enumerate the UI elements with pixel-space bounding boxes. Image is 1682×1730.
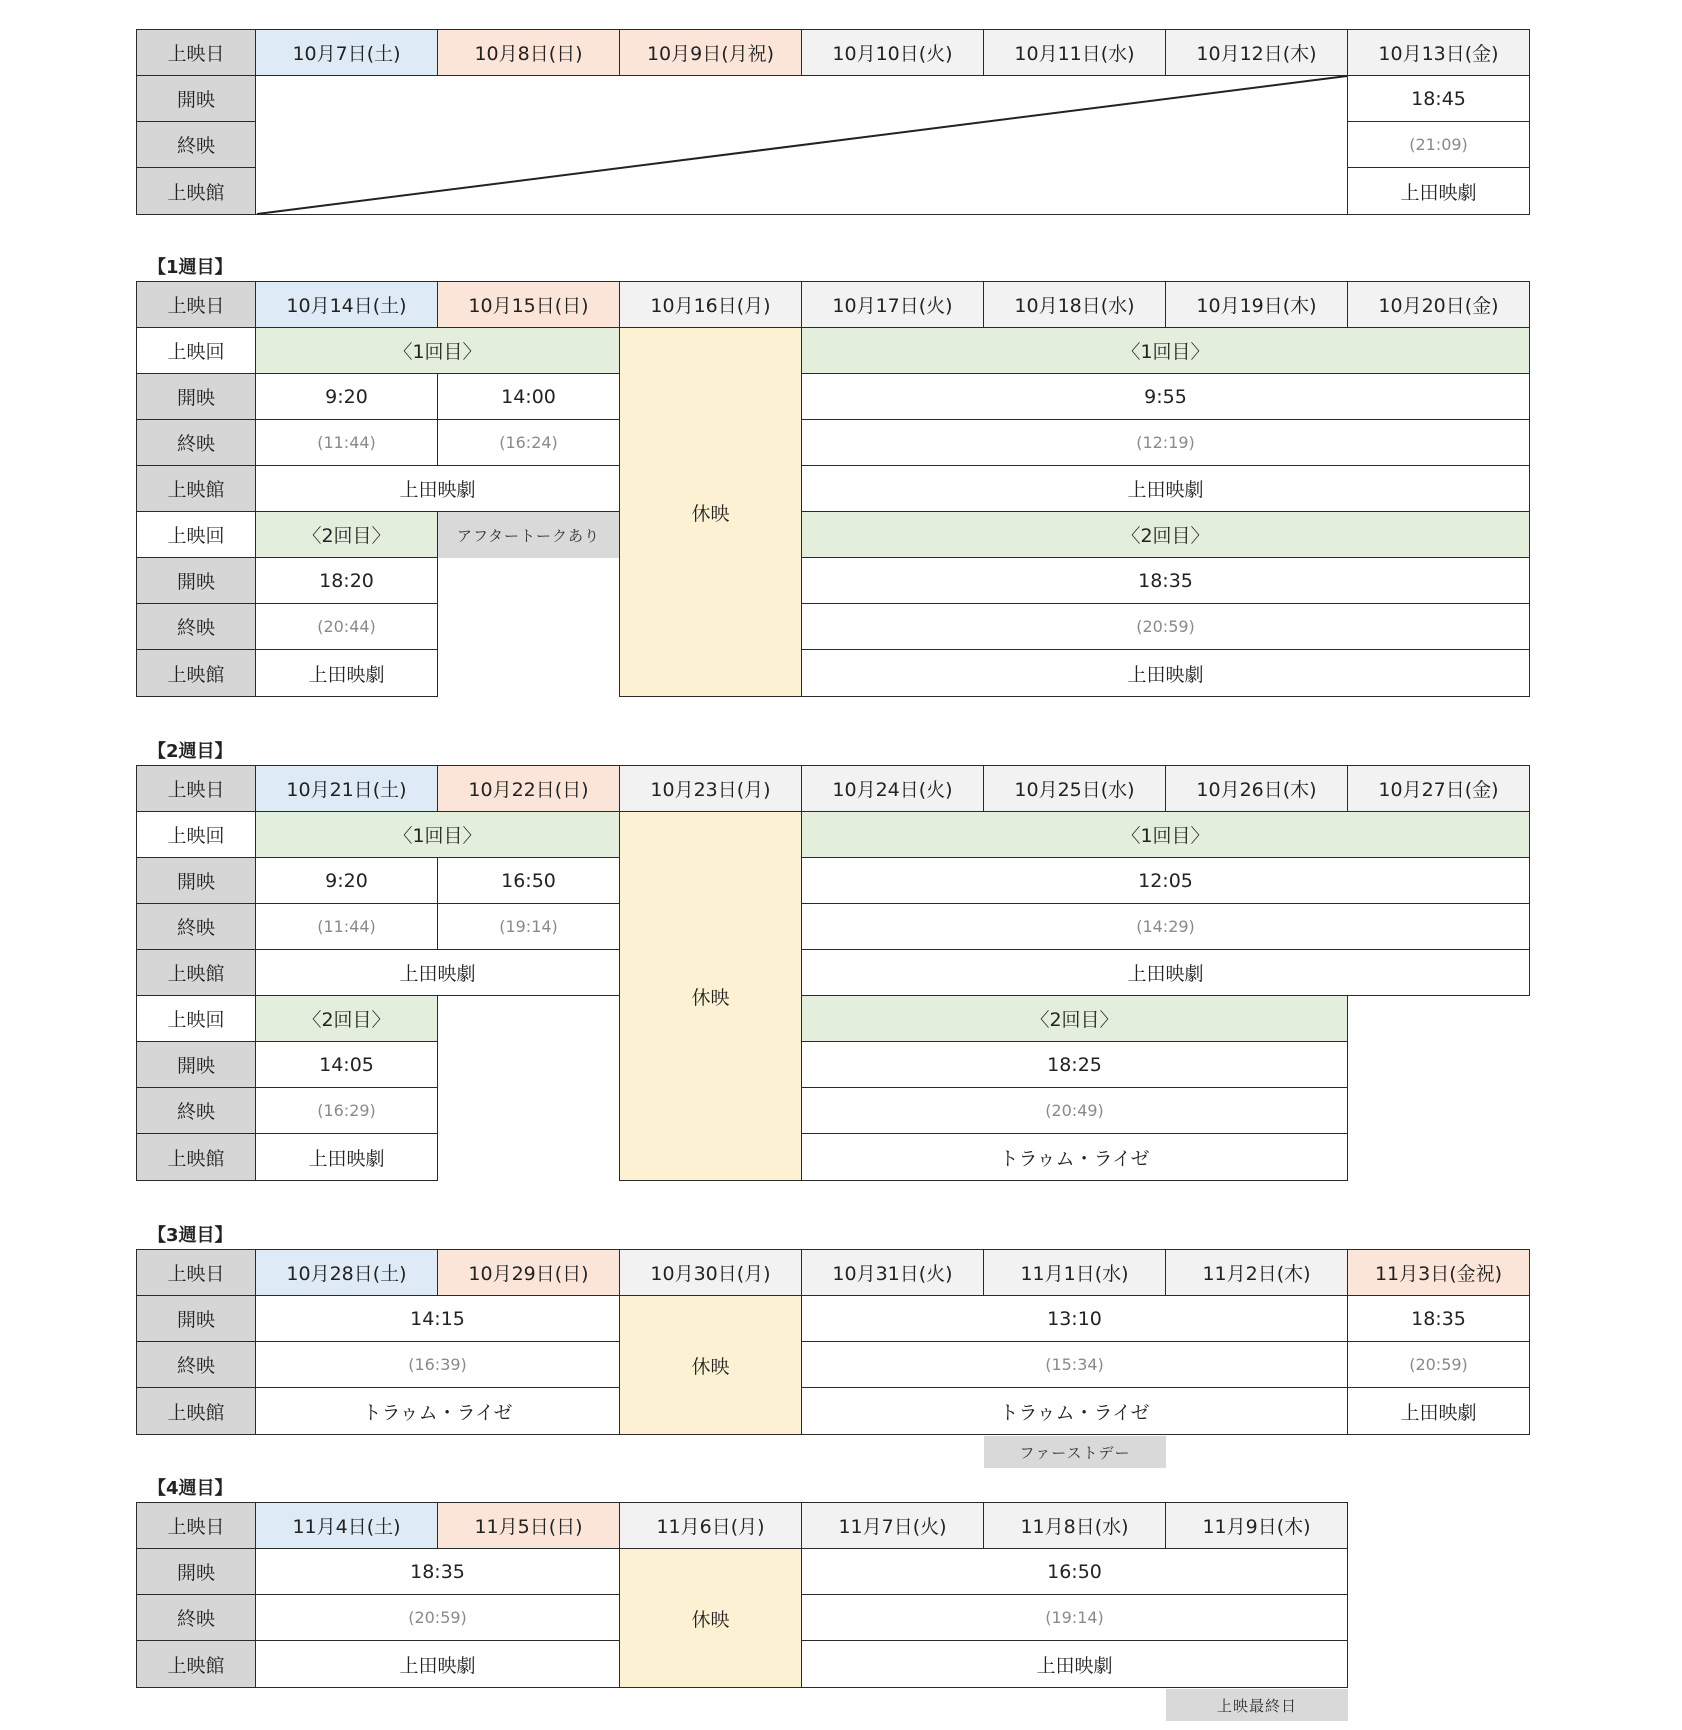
end-time: (20:59) bbox=[801, 603, 1530, 650]
start-time: 9:20 bbox=[255, 857, 438, 904]
start-time: 18:35 bbox=[1347, 1295, 1530, 1342]
show-number: 〈1回目〉 bbox=[255, 327, 620, 374]
date-cell: 10月16日(月) bbox=[619, 281, 802, 328]
date-cell: 10月9日(月祝) bbox=[619, 29, 802, 76]
date-cell: 10月11日(水) bbox=[983, 29, 1166, 76]
end-time: (11:44) bbox=[255, 419, 438, 466]
label-start: 開映 bbox=[136, 373, 256, 420]
date-cell: 10月12日(木) bbox=[1165, 29, 1348, 76]
label-start: 開映 bbox=[136, 1548, 256, 1595]
diagonal-slash bbox=[255, 75, 1348, 215]
label-end: 終映 bbox=[136, 1341, 256, 1388]
end-time: (11:44) bbox=[255, 903, 438, 950]
label-venue: 上映館 bbox=[136, 1133, 256, 1181]
end-time: (20:44) bbox=[255, 603, 438, 650]
date-cell: 10月27日(金) bbox=[1347, 765, 1530, 812]
label-date: 上映日 bbox=[136, 281, 256, 328]
end-time: (21:09) bbox=[1347, 121, 1530, 168]
label-end: 終映 bbox=[136, 121, 256, 168]
date-cell: 10月13日(金) bbox=[1347, 29, 1530, 76]
date-cell: 10月10日(火) bbox=[801, 29, 984, 76]
date-cell: 10月24日(火) bbox=[801, 765, 984, 812]
start-time: 9:20 bbox=[255, 373, 438, 420]
closed-cell: 休映 bbox=[619, 1548, 802, 1688]
venue: 上田映劇 bbox=[255, 1640, 620, 1688]
start-time: 14:00 bbox=[437, 373, 620, 420]
end-time: (19:14) bbox=[801, 1594, 1348, 1641]
start-time: 18:35 bbox=[255, 1548, 620, 1595]
label-show: 上映回 bbox=[136, 811, 256, 858]
label-venue: 上映館 bbox=[136, 949, 256, 996]
label-show: 上映回 bbox=[136, 995, 256, 1042]
label-start: 開映 bbox=[136, 1295, 256, 1342]
week3-title: 【3週目】 bbox=[148, 1225, 233, 1246]
label-end: 終映 bbox=[136, 603, 256, 650]
end-time: (19:14) bbox=[437, 903, 620, 950]
show-number: 〈1回目〉 bbox=[255, 811, 620, 858]
start-time: 16:50 bbox=[437, 857, 620, 904]
start-time: 13:10 bbox=[801, 1295, 1348, 1342]
date-cell: 10月21日(土) bbox=[255, 765, 438, 812]
date-cell: 10月23日(月) bbox=[619, 765, 802, 812]
date-cell: 10月17日(火) bbox=[801, 281, 984, 328]
venue: トラゥム・ライゼ bbox=[801, 1387, 1348, 1435]
label-date: 上映日 bbox=[136, 29, 256, 76]
start-time: 14:05 bbox=[255, 1041, 438, 1088]
date-cell: 10月28日(土) bbox=[255, 1249, 438, 1296]
venue: 上田映劇 bbox=[801, 1640, 1348, 1688]
date-cell: 10月31日(火) bbox=[801, 1249, 984, 1296]
start-time: 16:50 bbox=[801, 1548, 1348, 1595]
label-start: 開映 bbox=[136, 857, 256, 904]
show-number: 〈2回目〉 bbox=[255, 511, 438, 558]
after-talk-note: アフタートークあり bbox=[438, 512, 619, 558]
end-time: (14:29) bbox=[801, 903, 1530, 950]
venue: 上田映劇 bbox=[801, 465, 1530, 512]
date-cell: 10月26日(木) bbox=[1165, 765, 1348, 812]
date-cell: 10月25日(水) bbox=[983, 765, 1166, 812]
date-cell: 10月18日(水) bbox=[983, 281, 1166, 328]
label-venue: 上映館 bbox=[136, 649, 256, 697]
week4-title: 【4週目】 bbox=[148, 1478, 233, 1499]
show-number: 〈2回目〉 bbox=[801, 511, 1530, 558]
end-time: (20:49) bbox=[801, 1087, 1348, 1134]
date-cell: 10月20日(金) bbox=[1347, 281, 1530, 328]
first-day-note: ファーストデー bbox=[984, 1436, 1166, 1468]
closed-cell: 休映 bbox=[619, 811, 802, 1181]
end-time: (16:24) bbox=[437, 419, 620, 466]
closed-cell: 休映 bbox=[619, 327, 802, 697]
end-time: (16:29) bbox=[255, 1087, 438, 1134]
label-date: 上映日 bbox=[136, 765, 256, 812]
label-show: 上映回 bbox=[136, 511, 256, 558]
venue: 上田映劇 bbox=[255, 1133, 438, 1181]
week2-title: 【2週目】 bbox=[148, 741, 233, 762]
week1-title: 【1週目】 bbox=[148, 257, 233, 278]
last-day-note: 上映最終日 bbox=[1166, 1689, 1348, 1721]
closed-cell: 休映 bbox=[619, 1295, 802, 1435]
label-start: 開映 bbox=[136, 557, 256, 604]
label-start: 開映 bbox=[136, 1041, 256, 1088]
date-cell: 10月19日(木) bbox=[1165, 281, 1348, 328]
date-cell: 10月8日(日) bbox=[437, 29, 620, 76]
label-end: 終映 bbox=[136, 903, 256, 950]
venue: 上田映劇 bbox=[801, 649, 1530, 697]
date-cell: 10月29日(日) bbox=[437, 1249, 620, 1296]
venue: 上田映劇 bbox=[1347, 167, 1530, 215]
label-venue: 上映館 bbox=[136, 1387, 256, 1435]
label-show: 上映回 bbox=[136, 327, 256, 374]
label-end: 終映 bbox=[136, 1594, 256, 1641]
end-time: (16:39) bbox=[255, 1341, 620, 1388]
end-time: (15:34) bbox=[801, 1341, 1348, 1388]
date-cell: 11月8日(水) bbox=[983, 1502, 1166, 1549]
date-cell: 11月6日(月) bbox=[619, 1502, 802, 1549]
venue: 上田映劇 bbox=[255, 465, 620, 512]
show-number: 〈2回目〉 bbox=[801, 995, 1348, 1042]
end-time: (20:59) bbox=[255, 1594, 620, 1641]
date-cell: 10月14日(土) bbox=[255, 281, 438, 328]
start-time: 14:15 bbox=[255, 1295, 620, 1342]
date-cell: 11月7日(火) bbox=[801, 1502, 984, 1549]
start-time: 18:20 bbox=[255, 557, 438, 604]
show-number: 〈2回目〉 bbox=[255, 995, 438, 1042]
venue: 上田映劇 bbox=[255, 949, 620, 996]
start-time: 18:35 bbox=[801, 557, 1530, 604]
date-cell: 11月5日(日) bbox=[437, 1502, 620, 1549]
venue: トラゥム・ライゼ bbox=[801, 1133, 1348, 1181]
label-venue: 上映館 bbox=[136, 167, 256, 215]
date-cell: 11月4日(土) bbox=[255, 1502, 438, 1549]
start-time: 9:55 bbox=[801, 373, 1530, 420]
label-date: 上映日 bbox=[136, 1249, 256, 1296]
date-cell: 10月7日(土) bbox=[255, 29, 438, 76]
label-date: 上映日 bbox=[136, 1502, 256, 1549]
start-time: 12:05 bbox=[801, 857, 1530, 904]
date-cell: 11月2日(木) bbox=[1165, 1249, 1348, 1296]
date-cell: 11月9日(木) bbox=[1165, 1502, 1348, 1549]
show-number: 〈1回目〉 bbox=[801, 327, 1530, 374]
label-venue: 上映館 bbox=[136, 465, 256, 512]
date-cell: 10月15日(日) bbox=[437, 281, 620, 328]
end-time: (20:59) bbox=[1347, 1341, 1530, 1388]
date-cell: 10月22日(日) bbox=[437, 765, 620, 812]
venue: トラゥム・ライゼ bbox=[255, 1387, 620, 1435]
label-venue: 上映館 bbox=[136, 1640, 256, 1688]
label-end: 終映 bbox=[136, 1087, 256, 1134]
date-cell: 11月1日(水) bbox=[983, 1249, 1166, 1296]
label-end: 終映 bbox=[136, 419, 256, 466]
end-time: (12:19) bbox=[801, 419, 1530, 466]
start-time: 18:45 bbox=[1347, 75, 1530, 122]
start-time: 18:25 bbox=[801, 1041, 1348, 1088]
venue: 上田映劇 bbox=[801, 949, 1530, 996]
date-cell: 10月30日(月) bbox=[619, 1249, 802, 1296]
date-cell: 11月3日(金祝) bbox=[1347, 1249, 1530, 1296]
show-number: 〈1回目〉 bbox=[801, 811, 1530, 858]
label-start: 開映 bbox=[136, 75, 256, 122]
venue: 上田映劇 bbox=[1347, 1387, 1530, 1435]
venue: 上田映劇 bbox=[255, 649, 438, 697]
